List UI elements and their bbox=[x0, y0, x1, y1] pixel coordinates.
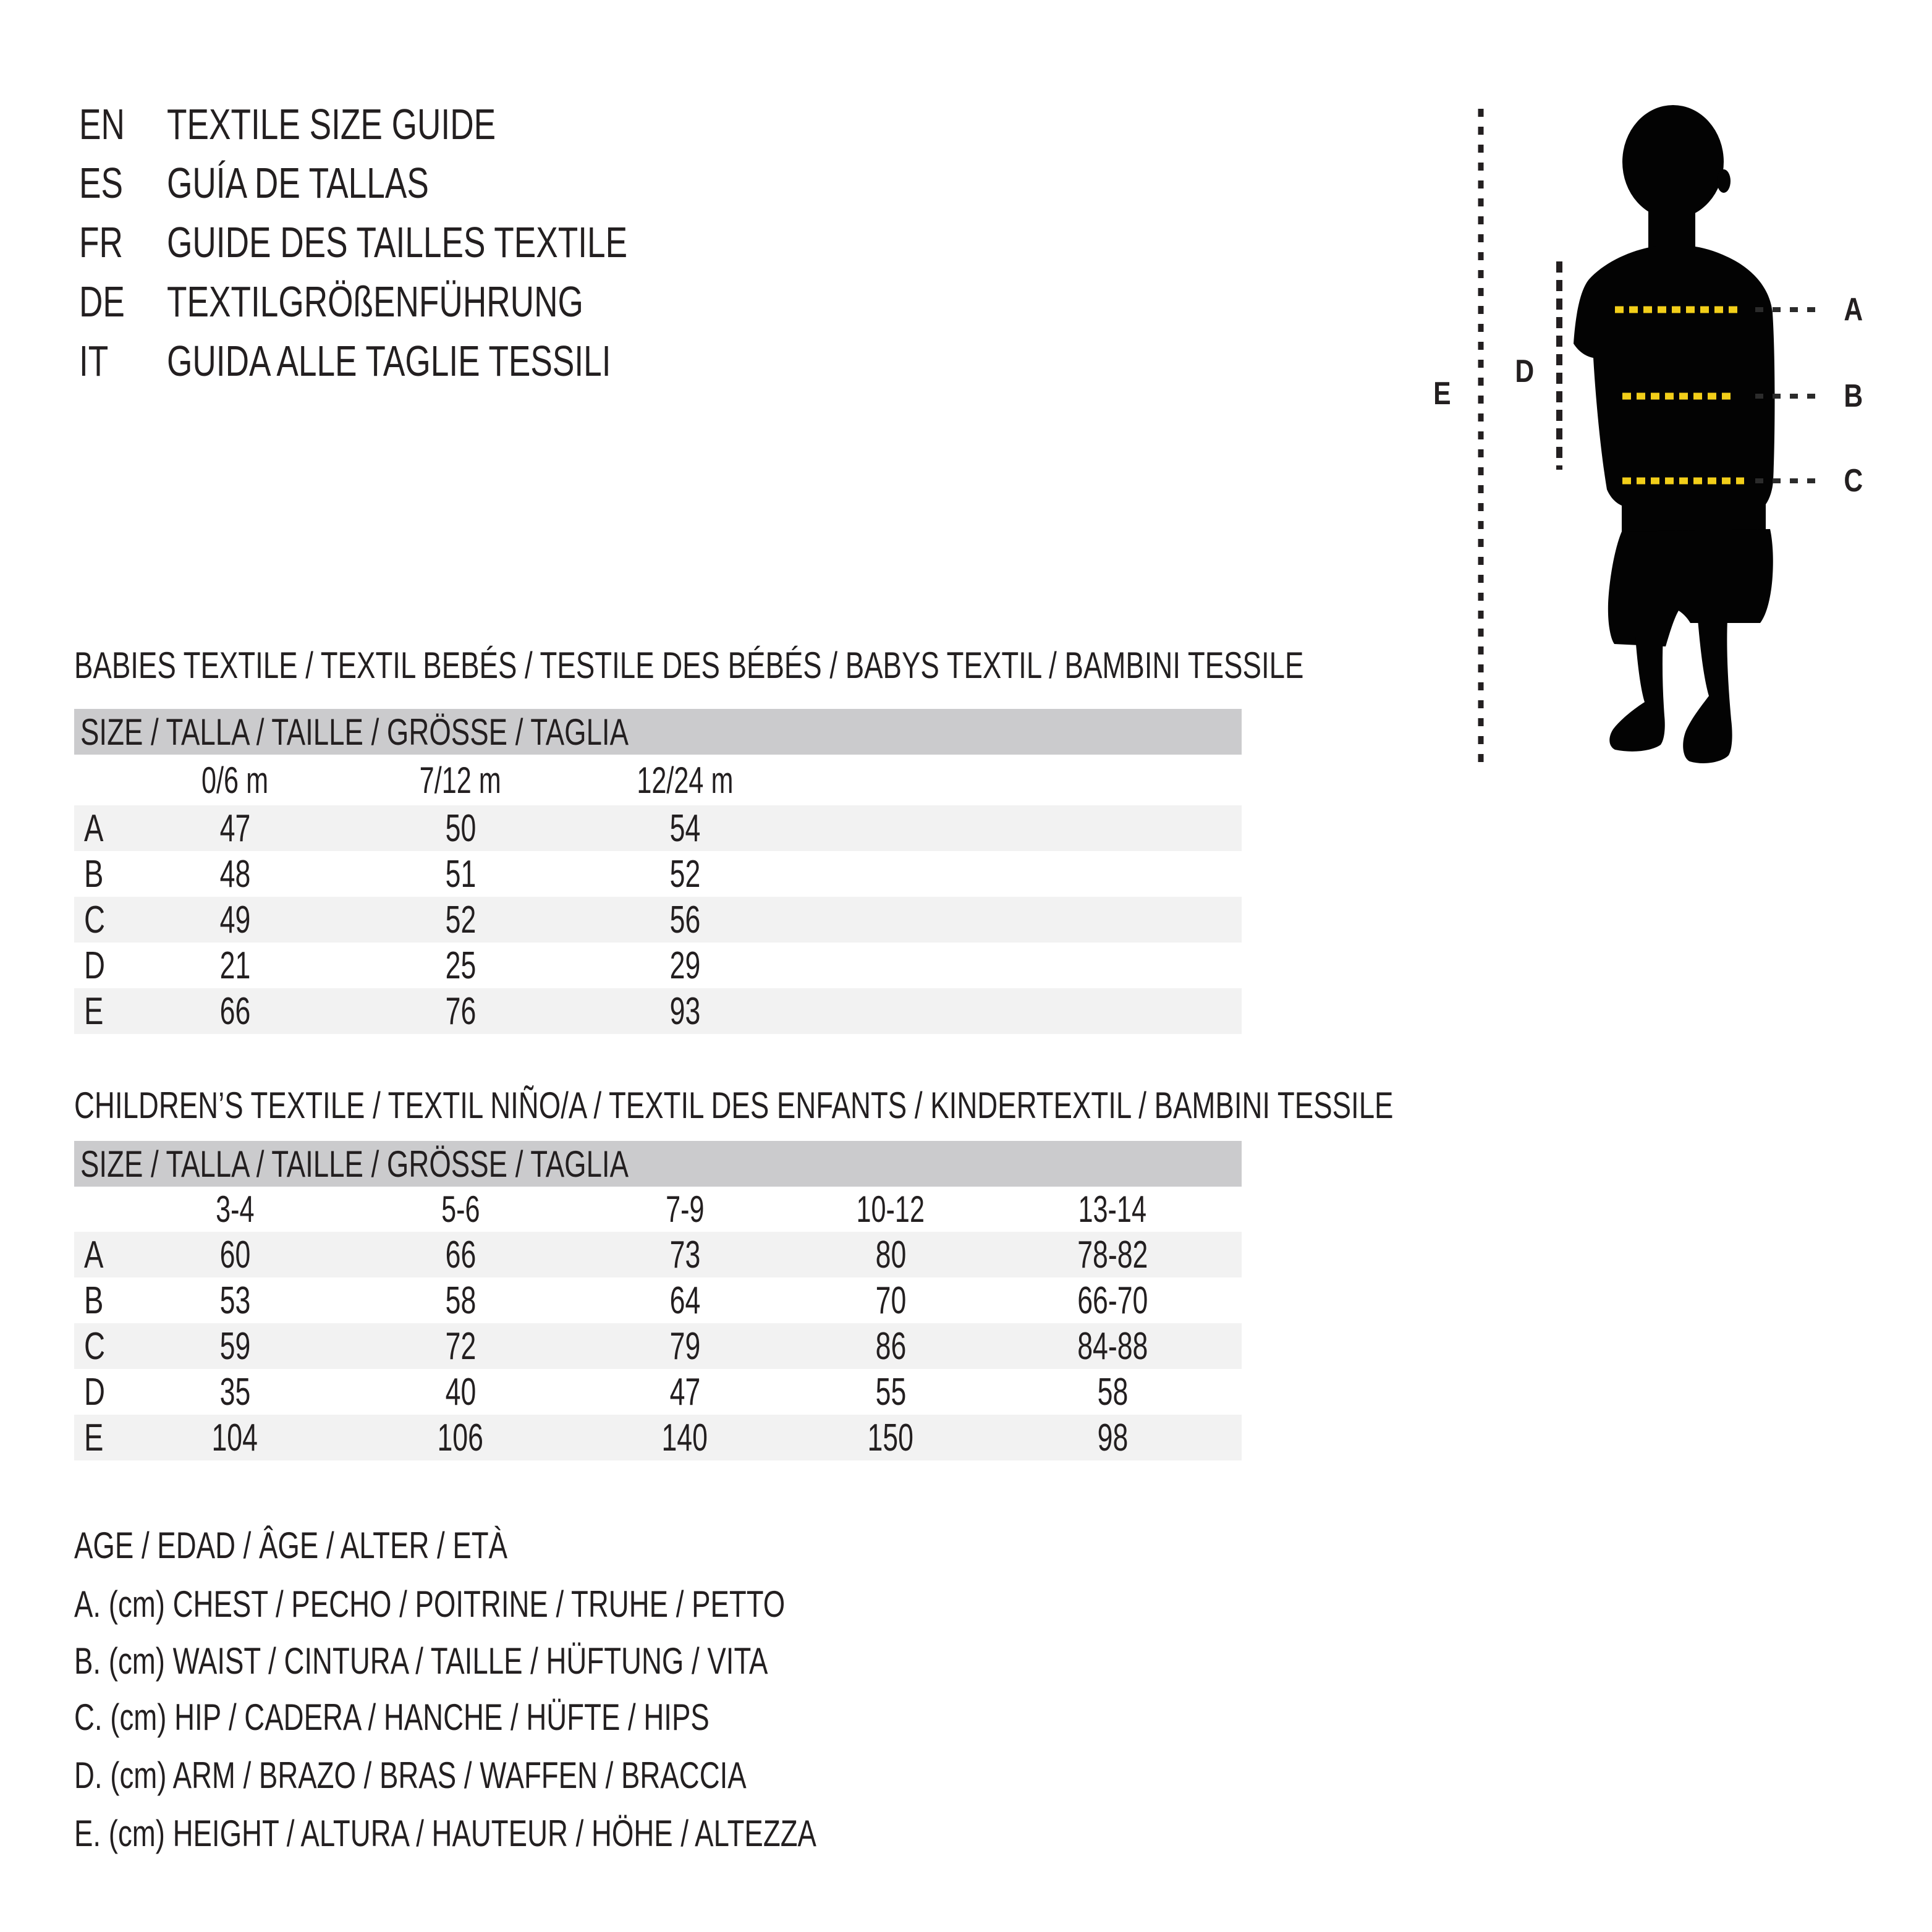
children-column-header-row bbox=[74, 1186, 1242, 1232]
measure-label-d: D bbox=[1515, 354, 1535, 389]
row-label: D bbox=[84, 1370, 106, 1413]
table-row bbox=[74, 805, 1242, 851]
legend-line-waist: B. (cm) WAIST / CINTURA / TAILLE / HÜFTUNG / VITA bbox=[74, 1640, 768, 1682]
children-section-title: CHILDREN’S TEXTILE / TEXTIL NIÑO/A / TEXTIL DES ENFANTS / KINDERTEXTIL / BAMBINI TESSILE bbox=[74, 1084, 1394, 1126]
shorts-shape bbox=[1608, 529, 1773, 646]
column-header: 5-6 bbox=[441, 1188, 480, 1230]
table-cell: 29 bbox=[669, 944, 700, 987]
table-cell: 66-70 bbox=[1077, 1279, 1148, 1322]
table-cell: 47 bbox=[219, 807, 250, 850]
table-row bbox=[74, 988, 1242, 1034]
table-row bbox=[74, 851, 1242, 897]
column-header: 3-4 bbox=[215, 1188, 255, 1230]
row-label: C bbox=[84, 898, 106, 941]
babies-size-header-bar: SIZE / TALLA / TAILLE / GRÖSSE / TAGLIA bbox=[74, 709, 1242, 755]
guide-title: TEXTILGRÖßENFÜHRUNG bbox=[167, 278, 583, 326]
column-header: 7-9 bbox=[665, 1188, 705, 1230]
column-header: 0/6 m bbox=[201, 759, 269, 801]
legend-line-arm: D. (cm) ARM / BRAZO / BRAS / WAFFEN / BRACCIA bbox=[74, 1754, 747, 1796]
table-cell: 58 bbox=[445, 1279, 476, 1322]
table-cell: 76 bbox=[445, 989, 476, 1033]
legend-line-chest: A. (cm) CHEST / PECHO / POITRINE / TRUHE / PETTO bbox=[74, 1583, 786, 1625]
table-cell: 73 bbox=[669, 1233, 700, 1276]
table-cell: 60 bbox=[219, 1233, 250, 1276]
table-cell: 50 bbox=[445, 807, 476, 850]
table-cell: 140 bbox=[661, 1416, 708, 1459]
row-label: E bbox=[84, 1416, 104, 1459]
language-code: ES bbox=[79, 159, 123, 207]
legend-line-height: E. (cm) HEIGHT / ALTURA / HAUTEUR / HÖHE / ALTEZZA bbox=[74, 1812, 816, 1854]
children-size-header-bar: SIZE / TALLA / TAILLE / GRÖSSE / TAGLIA bbox=[74, 1141, 1242, 1187]
table-cell: 72 bbox=[445, 1324, 476, 1368]
table-cell: 86 bbox=[875, 1324, 906, 1368]
shirt-shape bbox=[1574, 246, 1775, 539]
guide-title: GUÍA DE TALLAS bbox=[167, 159, 429, 207]
table-cell: 47 bbox=[669, 1370, 700, 1413]
table-row bbox=[74, 1232, 1242, 1277]
table-row bbox=[74, 1415, 1242, 1460]
table-cell: 70 bbox=[875, 1279, 906, 1322]
table-cell: 78-82 bbox=[1077, 1233, 1148, 1276]
table-cell: 104 bbox=[211, 1416, 258, 1459]
table-cell: 56 bbox=[669, 898, 700, 941]
table-cell: 59 bbox=[219, 1324, 250, 1368]
table-cell: 25 bbox=[445, 944, 476, 987]
table-cell: 106 bbox=[437, 1416, 484, 1459]
row-label: B bbox=[84, 1279, 104, 1322]
language-code: DE bbox=[79, 278, 125, 326]
table-row bbox=[74, 943, 1242, 988]
measure-label-a: A bbox=[1844, 292, 1863, 328]
table-cell: 80 bbox=[875, 1233, 906, 1276]
table-cell: 49 bbox=[219, 898, 250, 941]
table-cell: 55 bbox=[875, 1370, 906, 1413]
measure-label-b: B bbox=[1844, 378, 1863, 414]
table-cell: 48 bbox=[219, 852, 250, 896]
language-code: FR bbox=[79, 218, 123, 266]
table-row bbox=[74, 1277, 1242, 1323]
measure-label-e: E bbox=[1433, 376, 1451, 412]
table-cell: 93 bbox=[669, 989, 700, 1033]
table-row bbox=[74, 1369, 1242, 1415]
guide-title: TEXTILE SIZE GUIDE bbox=[167, 100, 496, 148]
table-cell: 58 bbox=[1097, 1370, 1128, 1413]
table-cell: 64 bbox=[669, 1279, 700, 1322]
table-cell: 52 bbox=[445, 898, 476, 941]
column-header: 12/24 m bbox=[636, 759, 734, 801]
column-header: 10-12 bbox=[856, 1188, 925, 1230]
guide-title: GUIDA ALLE TAGLIE TESSILI bbox=[167, 337, 611, 385]
table-cell: 66 bbox=[445, 1233, 476, 1276]
table-cell: 79 bbox=[669, 1324, 700, 1368]
table-cell: 40 bbox=[445, 1370, 476, 1413]
row-label: B bbox=[84, 852, 104, 896]
ear-shape bbox=[1717, 169, 1731, 193]
table-cell: 51 bbox=[445, 852, 476, 896]
table-cell: 52 bbox=[669, 852, 700, 896]
babies-section-title: BABIES TEXTILE / TEXTIL BEBÉS / TESTILE DES BÉBÉS / BABYS TEXTIL / BAMBINI TESSILE bbox=[74, 644, 1304, 686]
measure-label-c: C bbox=[1844, 463, 1863, 499]
row-label: A bbox=[84, 1233, 104, 1276]
row-label: E bbox=[84, 989, 104, 1033]
table-cell: 54 bbox=[669, 807, 700, 850]
table-cell: 35 bbox=[219, 1370, 250, 1413]
language-code: IT bbox=[79, 337, 109, 385]
language-code: EN bbox=[79, 100, 125, 148]
row-label: C bbox=[84, 1324, 106, 1368]
babies-column-header-row bbox=[74, 755, 1242, 805]
table-cell: 84-88 bbox=[1077, 1324, 1148, 1368]
legend-line-hip: C. (cm) HIP / CADERA / HANCHE / HÜFTE / HIPS bbox=[74, 1696, 710, 1738]
guide-title: GUIDE DES TAILLES TEXTILE bbox=[167, 218, 628, 266]
child-silhouette-icon bbox=[1421, 93, 1932, 803]
row-label: D bbox=[84, 944, 106, 987]
column-header: 13-14 bbox=[1078, 1188, 1147, 1230]
right-leg-shape bbox=[1683, 619, 1732, 763]
legend-line-age: AGE / EDAD / ÂGE / ALTER / ETÀ bbox=[74, 1524, 508, 1566]
table-row bbox=[74, 1323, 1242, 1369]
table-cell: 53 bbox=[219, 1279, 250, 1322]
table-cell: 21 bbox=[219, 944, 250, 987]
column-header: 7/12 m bbox=[419, 759, 502, 801]
table-row bbox=[74, 897, 1242, 943]
row-label: A bbox=[84, 807, 104, 850]
table-cell: 150 bbox=[867, 1416, 914, 1459]
table-cell: 66 bbox=[219, 989, 250, 1033]
table-cell: 98 bbox=[1097, 1416, 1128, 1459]
